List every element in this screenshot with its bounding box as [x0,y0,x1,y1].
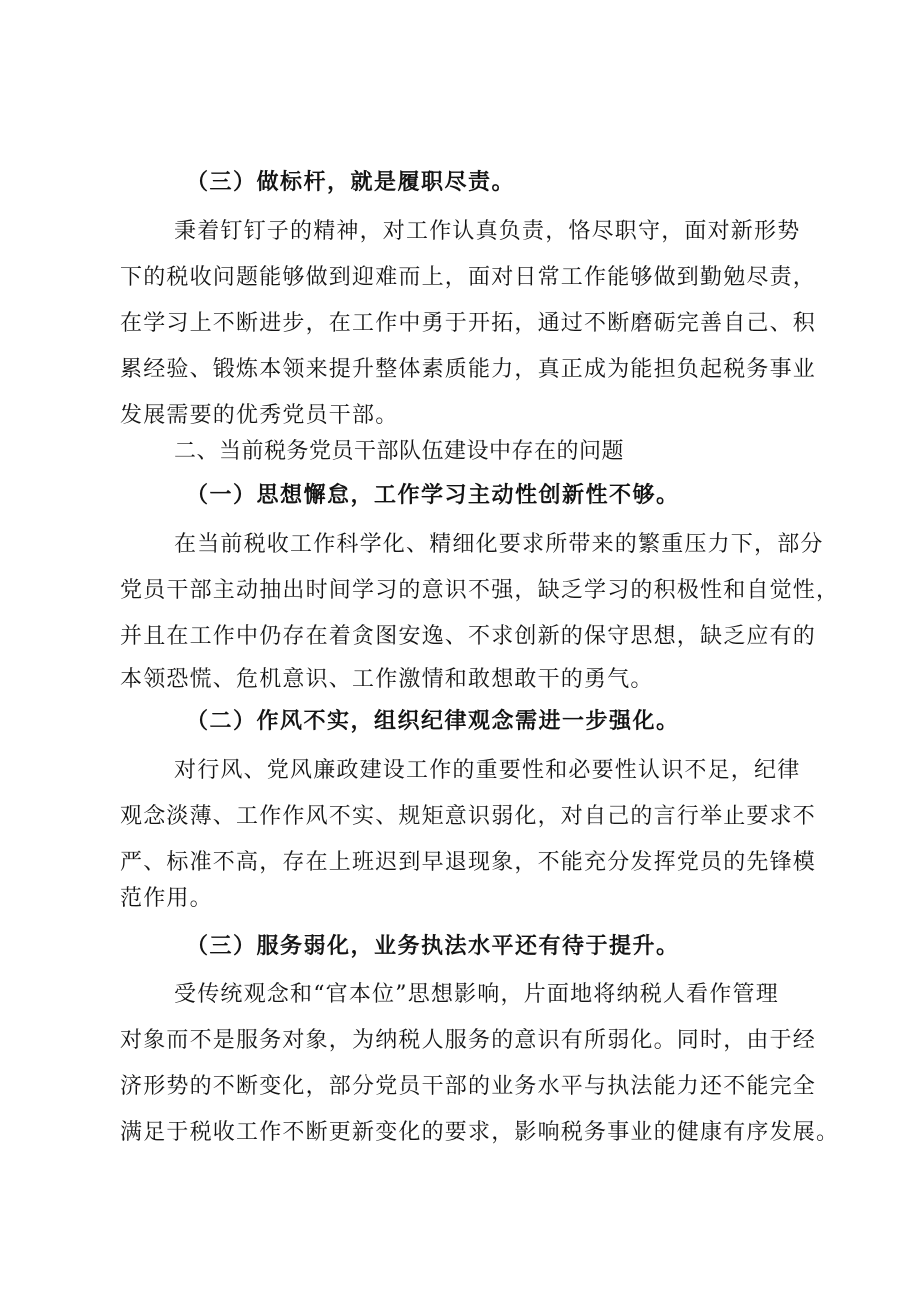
paragraph-line: 济形势的不断变化，部分党员干部的业务水平与执法能力还不能完全 [120,1074,817,1099]
paragraph-line: 在当前税收工作科学化、精细化要求所带来的繁重压力下，部分 [174,532,824,557]
paragraph-line: 秉着钉钉子的精神，对工作认真负责，恪尽职守，面对新形势 [174,219,801,244]
paragraph-line: 严、标准不高，存在上班迟到早退现象，不能充分发挥党员的先锋模 [120,850,817,875]
paragraph-line: 在学习上不断进步，在工作中勇于开拓，通过不断磨砺完善自己、积 [120,311,817,336]
subheading-service-weakening: （三）服务弱化，业务执法水平还有待于提升。 [186,933,680,959]
subheading-work-style: （二）作风不实，组织纪律观念需进一步强化。 [186,708,680,734]
subheading-be-benchmark: （三）做标杆，就是履职尽责。 [186,169,516,195]
paragraph-line: 发展需要的优秀党员干部。 [120,403,399,428]
paragraph-line: 下的税收问题能够做到迎难而上，面对日常工作能够做到勤勉尽责， [120,265,817,290]
section-heading-problems: 二、当前税务党员干部队伍建设中存在的问题 [174,439,625,464]
paragraph-line: 观念淡薄、工作作风不实、规矩意识弱化，对自己的言行举止要求不 [120,804,817,829]
paragraph-line: 党员干部主动抽出时间学习的意识不强，缺乏学习的积极性和自觉性， [120,578,840,603]
paragraph-line: 对象而不是服务对象，为纳税人服务的意识有所弱化。同时，由于经 [120,1028,817,1053]
paragraph-line: 满足于税收工作不断更新变化的要求，影响税务事业的健康有序发展。 [120,1120,840,1145]
paragraph-line: 范作用。 [120,886,213,911]
paragraph-line: 受传统观念和“官本位”思想影响，片面地将纳税人看作管理 [174,982,779,1007]
paragraph-line: 对行风、党风廉政建设工作的重要性和必要性认识不足，纪律 [174,758,801,783]
subheading-ideological-slackness: （一）思想懈怠，工作学习主动性创新性不够。 [186,482,680,508]
paragraph-line: 并且在工作中仍存在着贪图安逸、不求创新的保守思想，缺乏应有的 [120,624,817,649]
paragraph-line: 本领恐慌、危机意识、工作激情和敢想敢干的勇气。 [120,667,654,692]
paragraph-line: 累经验、锻炼本领来提升整体素质能力，真正成为能担负起税务事业 [120,357,817,382]
